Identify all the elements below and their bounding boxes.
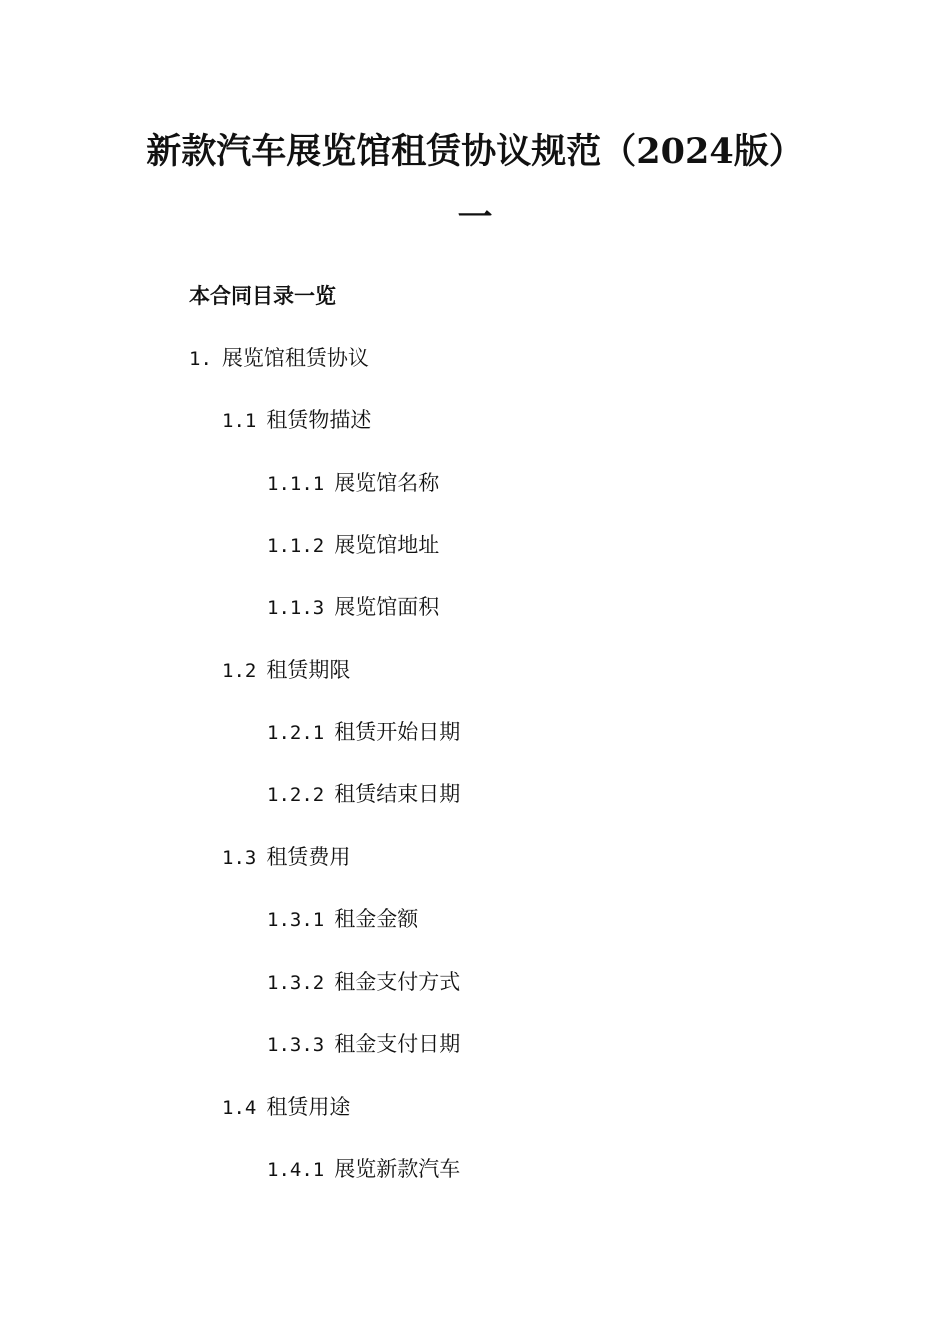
- toc-item: [267, 780, 460, 809]
- toc-item-text: 租赁结束日期: [334, 782, 461, 806]
- toc-item: [222, 406, 371, 435]
- toc-item-number: 1.2: [222, 660, 257, 682]
- toc-item-number: 1.: [189, 348, 212, 370]
- toc-item-text: 租赁开始日期: [334, 720, 461, 744]
- toc-item-text: 展览馆名称: [334, 471, 440, 495]
- toc-item-text: 展览馆租赁协议: [221, 346, 369, 370]
- toc-item-text: 租赁费用: [266, 845, 351, 869]
- toc-item: [222, 843, 350, 872]
- toc-item: [222, 656, 350, 685]
- toc-item-number: 1.4.1: [267, 1159, 325, 1181]
- toc-item-text: 租赁期限: [266, 658, 351, 682]
- toc-item: [267, 968, 460, 997]
- toc-item: [267, 531, 439, 560]
- document-title: 新款汽车展览馆租赁协议规范（2024版）: [146, 131, 804, 172]
- toc-item: [267, 469, 439, 498]
- toc-item-text: 租金金额: [334, 907, 419, 931]
- toc-item: [267, 718, 460, 747]
- document-title-continuation: 一: [457, 197, 493, 238]
- toc-item-text: 展览馆地址: [334, 533, 440, 557]
- toc-item: [267, 1030, 460, 1059]
- toc-item-number: 1.2.1: [267, 722, 325, 744]
- toc-item: [267, 593, 439, 622]
- toc-item-number: 1.3: [222, 847, 257, 869]
- toc-item-text: 租金支付日期: [334, 1032, 461, 1056]
- toc-item: [267, 1155, 460, 1184]
- toc-item: [267, 905, 418, 934]
- toc-item-number: 1.1: [222, 410, 257, 432]
- toc-item-text: 展览新款汽车: [334, 1157, 461, 1181]
- toc-item-number: 1.1.3: [267, 597, 325, 619]
- toc-item: [222, 1093, 350, 1122]
- toc-item-text: 展览馆面积: [334, 595, 440, 619]
- toc-item-number: 1.3.2: [267, 972, 325, 994]
- toc-item-number: 1.2.2: [267, 784, 325, 806]
- toc-item-number: 1.1.2: [267, 535, 325, 557]
- toc-item-text: 租金支付方式: [334, 970, 461, 994]
- toc-item-text: 租赁用途: [266, 1095, 351, 1119]
- toc-item-number: 1.4: [222, 1097, 257, 1119]
- toc-item: [189, 344, 369, 373]
- toc-item-number: 1.3.3: [267, 1034, 325, 1056]
- toc-item-number: 1.1.1: [267, 473, 325, 495]
- toc-item-text: 租赁物描述: [266, 408, 372, 432]
- toc-item-number: 1.3.1: [267, 909, 325, 931]
- toc-heading: 本合同目录一览: [189, 284, 336, 308]
